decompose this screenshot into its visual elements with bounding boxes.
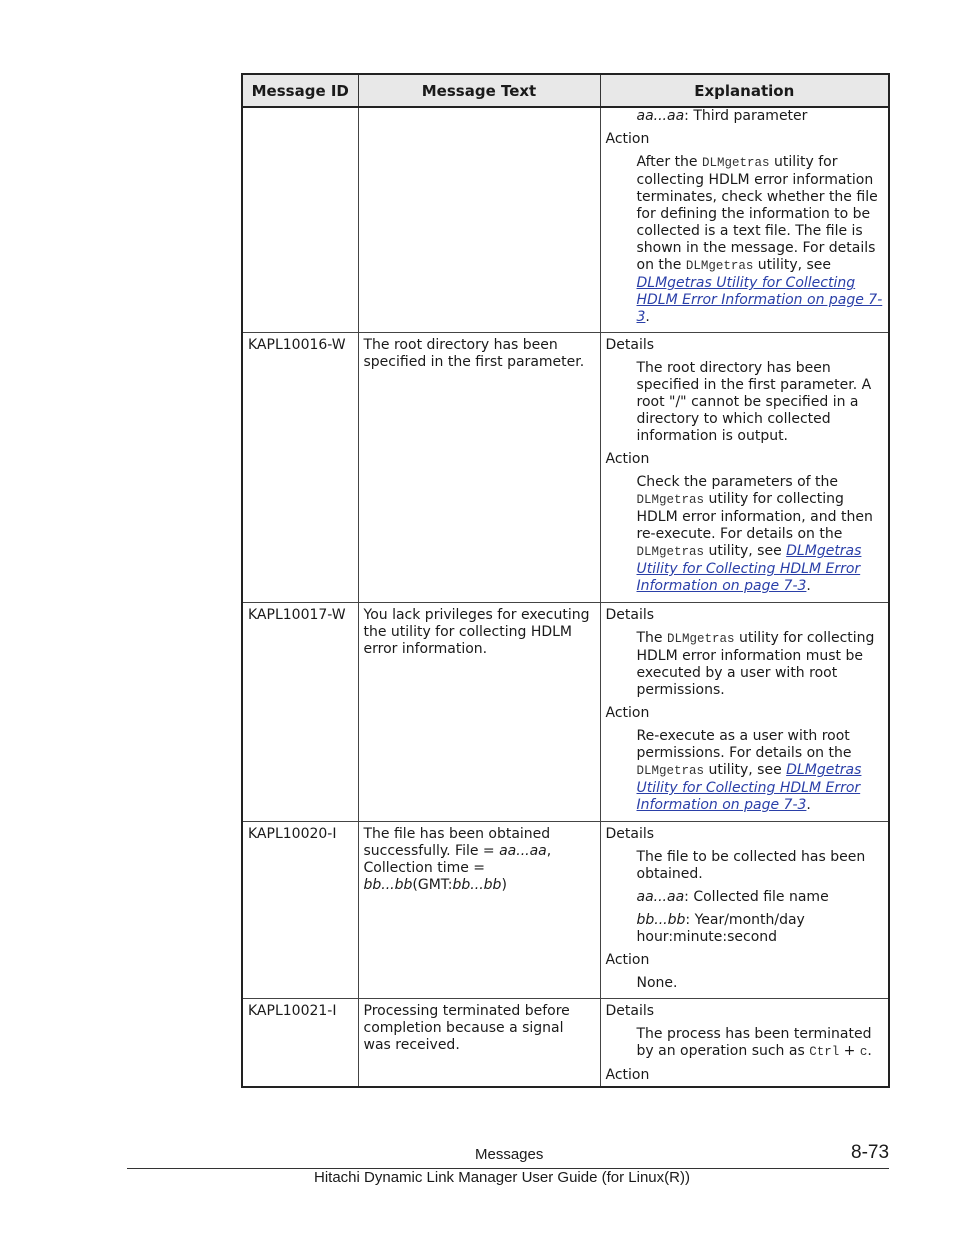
parameter-description: : Third parameter: [684, 108, 808, 124]
details-heading: Details: [605, 826, 655, 842]
details-text: The root directory has been specified in the first parameter. A root "/" cannot be specified in a directory to which collected information is output.: [636, 360, 872, 444]
utility-name: DLMgetras: [702, 156, 770, 170]
action-heading: Action: [605, 451, 650, 467]
variable-bb: bb...bb: [636, 912, 686, 928]
table-row: [242, 999, 889, 1088]
action-heading: Action: [605, 131, 650, 147]
table-row: [242, 822, 889, 999]
table-row: [242, 603, 889, 822]
utility-name: DLMgetras: [667, 632, 735, 646]
action-text-part: utility, see: [757, 257, 832, 273]
message-text-part: , Collection time =: [363, 843, 552, 876]
message-text: [358, 107, 600, 333]
header-message-id: Message ID: [242, 74, 358, 107]
message-text-part: (GMT:: [412, 877, 453, 893]
message-id: KAPL10016-W: [242, 333, 358, 603]
variable-description: [637, 889, 884, 906]
message-text: You lack privileges for executing the utility for collecting HDLM error information.: [358, 603, 600, 822]
action-text-part: utility for collecting HDLM error information terminates, check whether the file for defining the information to be collected is a text file. The file is shown in the message. For details on the: [636, 154, 878, 273]
variable-aa: aa...aa: [636, 889, 685, 905]
variable-description-text: : Collected file name: [684, 889, 829, 905]
details-heading: Details: [605, 607, 655, 623]
header-explanation: Explanation: [600, 74, 889, 107]
details-text-part: The: [636, 630, 663, 646]
period: .: [806, 578, 811, 594]
action-heading: Action: [605, 1067, 650, 1083]
variable-bb: bb...bb: [363, 877, 413, 893]
reference-link[interactable]: DLMgetras Utility for Collecting HDLM Error Information on page 7-3: [636, 275, 883, 325]
message-id: KAPL10020-I: [242, 822, 358, 999]
header-message-text: Message Text: [358, 74, 600, 107]
action-text: None.: [636, 975, 678, 991]
reference-link[interactable]: DLMgetras Utility for Collecting HDLM Error Information on page 7-3: [636, 762, 862, 813]
explanation: [600, 999, 889, 1088]
explanation: [600, 333, 889, 603]
variable-description: [637, 912, 884, 946]
action-text-part: Check the parameters of the: [636, 474, 839, 490]
period: .: [867, 1043, 872, 1059]
explanation: [600, 603, 889, 822]
utility-name: DLMgetras: [636, 493, 705, 507]
details-text: [637, 1026, 884, 1061]
message-text: Processing terminated before completion because a signal was received.: [358, 999, 600, 1088]
details-text-part: utility for collecting HDLM error information must be executed by a user with root permissions.: [636, 630, 875, 698]
parameter-line: [637, 108, 884, 125]
table-row: [242, 333, 889, 603]
utility-name: DLMgetras: [685, 259, 754, 273]
messages-table: [241, 73, 890, 1088]
message-text-part: The file has been obtained successfully. File =: [363, 826, 551, 859]
details-text: The file to be collected has been obtained.: [636, 849, 866, 882]
action-text: [637, 728, 884, 814]
action-text: [637, 474, 884, 595]
message-text: The root directory has been specified in the first parameter.: [358, 333, 600, 603]
action-text-part: utility, see: [708, 543, 782, 559]
details-text-part: The process has been terminated by an operation such as: [636, 1026, 872, 1059]
variable-bb: bb...bb: [452, 877, 502, 893]
details-heading: Details: [605, 1003, 655, 1019]
plus-sign: +: [839, 1043, 860, 1059]
utility-name: DLMgetras: [636, 545, 705, 559]
key-ctrl: Ctrl: [809, 1045, 840, 1059]
message-text: [358, 822, 600, 999]
explanation: [600, 107, 889, 333]
table-header-row: [242, 74, 889, 107]
details-heading: Details: [605, 337, 655, 353]
message-text-part: ): [501, 877, 507, 893]
action-heading: Action: [605, 705, 650, 721]
action-text: [637, 154, 884, 326]
action-text-part: After the: [636, 154, 698, 170]
parameter-variable: aa...aa: [636, 108, 685, 124]
page-number: 8-73: [851, 1142, 890, 1163]
book-title: Hitachi Dynamic Link Manager User Guide (for Linux(R)): [314, 1169, 690, 1186]
reference-link[interactable]: DLMgetras Utility for Collecting HDLM Error Information on page 7-3: [636, 543, 862, 594]
message-id: [242, 107, 358, 333]
message-id: KAPL10017-W: [242, 603, 358, 822]
key-c: c: [859, 1045, 868, 1059]
action-text-part: Re-execute as a user with root permissions. For details on the: [636, 728, 852, 761]
action-heading: Action: [605, 952, 650, 968]
explanation: [600, 822, 889, 999]
table-row: [242, 107, 889, 333]
utility-name: DLMgetras: [636, 764, 705, 778]
period: .: [645, 309, 650, 325]
variable-aa: aa...aa: [499, 843, 547, 859]
message-id: KAPL10021-I: [242, 999, 358, 1088]
details-text: [637, 630, 884, 699]
footer-topic: Messages: [475, 1146, 544, 1163]
action-text-part: utility for collecting HDLM error information, and then re-execute. For details on the: [636, 491, 873, 542]
period: .: [806, 797, 811, 813]
action-text-part: utility, see: [708, 762, 782, 778]
variable-description-text: : Year/month/day hour:minute:second: [636, 912, 805, 945]
